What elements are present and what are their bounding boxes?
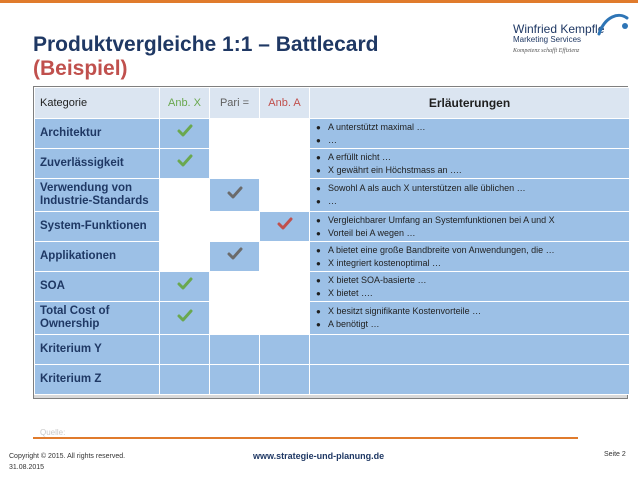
row-erlaeuterung	[310, 272, 630, 302]
row-erlaeuterung	[310, 212, 630, 242]
row-category: Verwendung von Industrie-Standards	[35, 179, 160, 212]
cell-anb-a	[260, 179, 310, 212]
table-header-row	[35, 88, 630, 119]
check-mark-icon	[177, 277, 193, 291]
cell-anb-a	[260, 119, 310, 149]
row-category: Kriterium Y	[35, 335, 160, 365]
logo-subtitle: Marketing Services	[513, 35, 582, 44]
bullet-item: ● …	[316, 134, 629, 147]
header-erlaeuterungen: Erläuterungen	[310, 88, 630, 119]
cell-pari	[210, 335, 260, 365]
check-mark-icon	[177, 124, 193, 138]
row-category: Total Cost of Ownership	[35, 302, 160, 335]
slide-title: Produktvergleiche 1:1 – Battlecard	[33, 33, 379, 56]
cell-anb-a	[260, 242, 310, 272]
bullet-item: ● Vorteil bei A wegen …	[316, 227, 629, 240]
table-row	[35, 365, 630, 395]
cell-pari	[210, 365, 260, 395]
check-mark-icon	[177, 309, 193, 323]
table-row	[35, 179, 630, 212]
check-mark-icon	[277, 217, 293, 231]
row-erlaeuterung	[310, 149, 630, 179]
row-category: Zuverlässigkeit	[35, 149, 160, 179]
bullet-list	[316, 182, 629, 208]
row-category: SOA	[35, 272, 160, 302]
bullet-list	[316, 151, 629, 177]
row-erlaeuterung	[310, 335, 630, 365]
cell-anb-x	[160, 149, 210, 179]
row-erlaeuterung	[310, 179, 630, 212]
footer-website-link[interactable]: www.strategie-und-planung.de	[253, 451, 385, 461]
cell-anb-x	[160, 272, 210, 302]
check-mark-icon	[227, 247, 243, 261]
header-anb-a: Anb. A	[260, 88, 310, 119]
cell-pari	[210, 179, 260, 212]
bullet-item: ● A erfüllt nicht …	[316, 151, 629, 164]
cell-anb-a	[260, 365, 310, 395]
battlecard-table	[33, 86, 628, 399]
logo-tagline: Kompetenz schafft Effizienz	[513, 48, 580, 54]
slide-subtitle: (Beispiel)	[33, 57, 128, 80]
table-row	[35, 272, 630, 302]
top-accent-rule	[0, 0, 638, 3]
table-row	[35, 119, 630, 149]
row-category: Applikationen	[35, 242, 160, 272]
title-block	[33, 33, 378, 81]
page-number: Seite 2	[604, 451, 626, 458]
row-category: Kriterium Z	[35, 365, 160, 395]
cell-anb-x	[160, 242, 210, 272]
bullet-item: ● …	[316, 195, 629, 208]
cell-anb-x	[160, 179, 210, 212]
bullet-item: ● Sowohl A als auch X unterstützen alle üblichen …	[316, 182, 629, 195]
cell-anb-x	[160, 335, 210, 365]
bullet-item: ● Vergleichbarer Umfang an Systemfunktionen bei A und X	[316, 214, 629, 227]
bullet-item: ● X besitzt signifikante Kostenvorteile …	[316, 305, 629, 318]
header-pari: Pari =	[210, 88, 260, 119]
footer-copyright	[9, 451, 125, 473]
bullet-list	[316, 274, 629, 300]
bullet-item: ● X bietet SOA-basierte …	[316, 274, 629, 287]
header-anb-x: Anb. X	[160, 88, 210, 119]
bullet-list	[316, 305, 629, 331]
table-row	[35, 149, 630, 179]
bullet-item: ● A benötigt …	[316, 318, 629, 331]
bullet-item: ● X integriert kostenoptimal …	[316, 257, 629, 270]
logo-name: Winfried Kempfle	[513, 22, 605, 36]
table-row	[35, 242, 630, 272]
bullet-list	[316, 214, 629, 240]
bullet-item: ● X bietet ….	[316, 287, 629, 300]
footer-date: 31.08.2015	[9, 464, 45, 471]
cell-anb-x	[160, 365, 210, 395]
cell-pari	[210, 302, 260, 335]
source-label: Quelle:	[40, 428, 66, 437]
cell-anb-a	[260, 335, 310, 365]
check-mark-icon	[227, 186, 243, 200]
bullet-item: ● A unterstützt maximal …	[316, 121, 629, 134]
row-erlaeuterung	[310, 242, 630, 272]
cell-anb-a	[260, 272, 310, 302]
table-row	[35, 212, 630, 242]
company-logo	[513, 14, 631, 58]
row-category: Architektur	[35, 119, 160, 149]
cell-pari	[210, 272, 260, 302]
cell-anb-x	[160, 302, 210, 335]
bullet-list	[316, 121, 629, 147]
cell-anb-x	[160, 212, 210, 242]
logo-swoosh-icon	[595, 10, 631, 40]
check-mark-icon	[177, 154, 193, 168]
table-row	[35, 302, 630, 335]
cell-pari	[210, 149, 260, 179]
bullet-item: ● A bietet eine große Bandbreite von Anwendungen, die …	[316, 244, 629, 257]
copyright-text: Copyright © 2015. All rights reserved.	[9, 453, 126, 460]
row-erlaeuterung	[310, 365, 630, 395]
cell-pari	[210, 242, 260, 272]
cell-pari	[210, 212, 260, 242]
cell-anb-a	[260, 212, 310, 242]
cell-anb-a	[260, 302, 310, 335]
cell-anb-a	[260, 149, 310, 179]
bullet-item: ● X gewährt ein Höchstmass an ….	[316, 164, 629, 177]
cell-anb-x	[160, 119, 210, 149]
bullet-list	[316, 244, 629, 270]
header-kategorie: Kategorie	[35, 88, 160, 119]
cell-pari	[210, 119, 260, 149]
row-category: System-Funktionen	[35, 212, 160, 242]
bottom-accent-rule	[33, 437, 578, 439]
row-erlaeuterung	[310, 302, 630, 335]
table-row	[35, 335, 630, 365]
row-erlaeuterung	[310, 119, 630, 149]
